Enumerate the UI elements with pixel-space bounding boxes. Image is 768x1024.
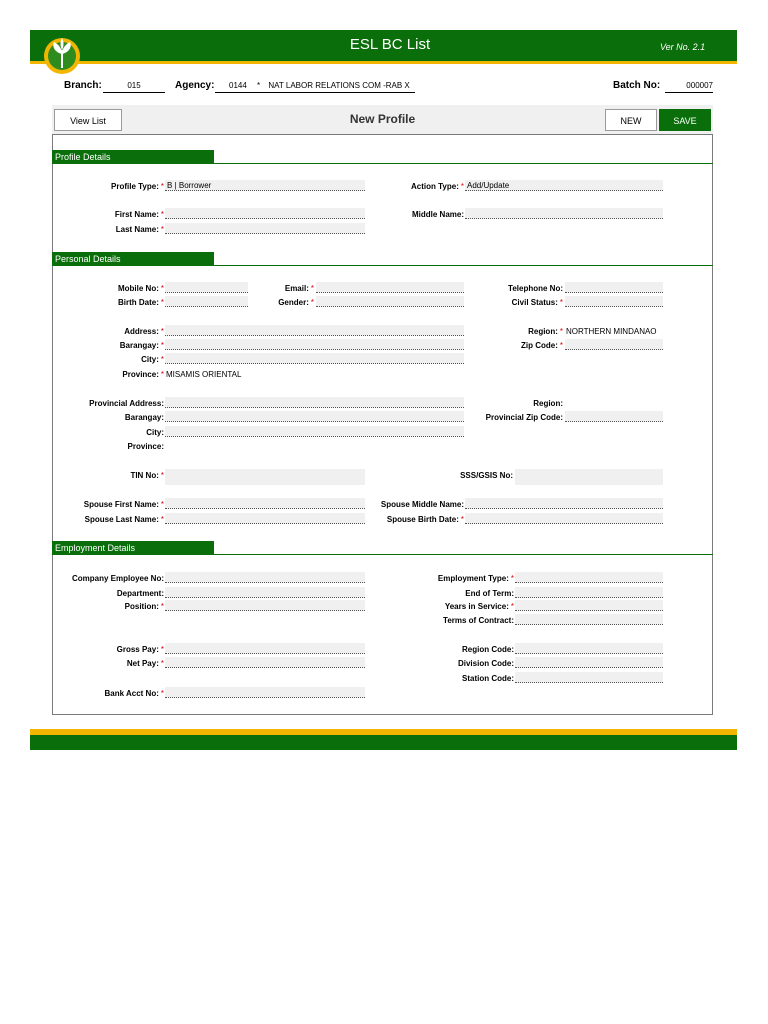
civil-status-label: Civil Status: *	[511, 298, 563, 307]
provincial-address-label: Provincial Address:	[89, 399, 164, 408]
city-label: City: *	[141, 355, 164, 364]
birth-date-label: Birth Date: *	[117, 298, 164, 307]
section-divider	[52, 554, 713, 555]
spouse-last-name-label: Spouse Last Name: *	[84, 515, 164, 524]
sss-gsis-no-input[interactable]	[515, 469, 663, 485]
company-employee-no-input[interactable]	[165, 572, 365, 583]
agency-separator: *	[257, 81, 261, 90]
gender-select[interactable]	[316, 296, 464, 307]
page-title: ESL BC List	[349, 36, 431, 53]
terms-of-contract-input[interactable]	[515, 614, 663, 625]
position-label: Position: *	[124, 602, 164, 611]
end-of-term-input[interactable]	[515, 587, 663, 598]
zip-code-label: Zip Code: *	[520, 341, 563, 350]
gender-label: Gender: *	[278, 298, 314, 307]
spouse-middle-name-input[interactable]	[465, 498, 663, 509]
department-input[interactable]	[165, 587, 365, 598]
agency-name: NAT LABOR RELATIONS COM -RAB X	[268, 81, 410, 90]
middle-name-label: Middle Name:	[411, 210, 464, 219]
gross-pay-label: Gross Pay: *	[116, 645, 164, 654]
section-divider	[52, 265, 713, 266]
address-label: Address: *	[124, 327, 164, 336]
branch-label: Branch:	[64, 80, 102, 91]
save-button[interactable]: SAVE	[659, 109, 711, 131]
provincial-province-label: Province:	[127, 442, 164, 451]
provincial-barangay-label: Barangay:	[124, 413, 164, 422]
provincial-barangay-input[interactable]	[165, 411, 464, 422]
provincial-zip-code-input[interactable]	[565, 411, 663, 422]
action-type-select[interactable]: Add/Update	[465, 180, 663, 191]
tin-no-input[interactable]	[165, 469, 365, 485]
region-code-label: Region Code:	[462, 645, 514, 654]
agency-code: 0144	[229, 81, 247, 90]
last-name-label: Last Name: *	[115, 225, 164, 234]
zip-code-input[interactable]	[565, 339, 663, 350]
action-type-label: Action Type: *	[411, 182, 464, 191]
mobile-no-label: Mobile No: *	[117, 284, 164, 293]
sss-gsis-no-label: SSS/GSIS No:	[460, 471, 513, 480]
address-input[interactable]	[165, 325, 464, 336]
gross-pay-input[interactable]	[165, 643, 365, 654]
agency-label: Agency:	[175, 80, 215, 91]
company-employee-no-label: Company Employee No:	[71, 574, 164, 583]
form-title: New Profile	[349, 112, 416, 126]
region-code-input[interactable]	[515, 643, 663, 654]
mobile-no-input[interactable]	[165, 282, 248, 293]
telephone-no-input[interactable]	[565, 282, 663, 293]
position-input[interactable]	[165, 600, 365, 611]
employment-type-label: Employment Type: *	[437, 574, 514, 583]
division-code-input[interactable]	[515, 657, 663, 668]
net-pay-label: Net Pay: *	[126, 659, 164, 668]
provincial-region-label: Region:	[533, 399, 563, 408]
province-label: Province: *	[122, 370, 164, 379]
last-name-input[interactable]	[165, 223, 365, 234]
station-code-input[interactable]	[515, 672, 663, 683]
section-divider	[52, 163, 713, 164]
spouse-birth-date-input[interactable]	[465, 513, 663, 524]
barangay-label: Barangay: *	[119, 341, 164, 350]
region-label: Region: *	[528, 327, 563, 336]
station-code-label: Station Code:	[462, 674, 514, 683]
division-code-label: Division Code:	[457, 659, 514, 668]
barangay-input[interactable]	[165, 339, 464, 350]
version-label: Ver No. 2.1	[660, 42, 706, 52]
net-pay-input[interactable]	[165, 657, 365, 668]
branch-value: 015	[103, 80, 165, 93]
batch-label: Batch No:	[613, 80, 661, 91]
view-list-button[interactable]: View List	[54, 109, 122, 131]
years-in-service-label: Years in Service: *	[444, 602, 514, 611]
province-value[interactable]: MISAMIS ORIENTAL	[166, 370, 242, 379]
birth-date-input[interactable]	[165, 296, 248, 307]
bank-acct-no-input[interactable]	[165, 687, 365, 698]
header-stripe	[30, 61, 737, 64]
end-of-term-label: End of Term:	[465, 589, 514, 598]
spouse-birth-date-label: Spouse Birth Date: *	[386, 515, 464, 524]
email-label: Email: *	[284, 284, 314, 293]
spouse-first-name-label: Spouse First Name: *	[83, 500, 164, 509]
years-in-service-input[interactable]	[515, 600, 663, 611]
middle-name-input[interactable]	[465, 208, 663, 219]
terms-of-contract-label: Terms of Contract:	[443, 616, 514, 625]
email-input[interactable]	[316, 282, 464, 293]
spouse-first-name-input[interactable]	[165, 498, 365, 509]
agency-value	[215, 80, 415, 93]
civil-status-select[interactable]	[565, 296, 663, 307]
provincial-zip-code-label: Provincial Zip Code:	[485, 413, 563, 422]
section-employment-details: Employment Details	[52, 541, 214, 555]
department-label: Department:	[116, 589, 164, 598]
provincial-city-input[interactable]	[165, 426, 464, 437]
spouse-last-name-input[interactable]	[165, 513, 365, 524]
footer-bar	[30, 735, 737, 750]
region-value[interactable]: NORTHERN MINDANAO	[566, 327, 657, 336]
first-name-label: First Name: *	[114, 210, 164, 219]
tin-no-label: TIN No: *	[130, 471, 164, 480]
profile-type-label: Profile Type: *	[111, 182, 164, 191]
new-button[interactable]: NEW	[605, 109, 657, 131]
section-personal-details: Personal Details	[52, 252, 214, 266]
city-input[interactable]	[165, 353, 464, 364]
batch-value: 000007	[665, 80, 713, 93]
section-profile-details: Profile Details	[52, 150, 214, 164]
profile-type-select[interactable]: B | Borrower	[165, 180, 365, 191]
provincial-city-label: City:	[146, 428, 164, 437]
bank-acct-no-label: Bank Acct No: *	[104, 689, 164, 698]
provincial-address-input[interactable]	[165, 397, 464, 408]
spouse-middle-name-label: Spouse Middle Name:	[380, 500, 464, 509]
first-name-input[interactable]	[165, 208, 365, 219]
leaf-logo-icon	[38, 30, 86, 74]
telephone-no-label: Telephone No:	[508, 284, 563, 293]
employment-type-select[interactable]	[515, 572, 663, 583]
